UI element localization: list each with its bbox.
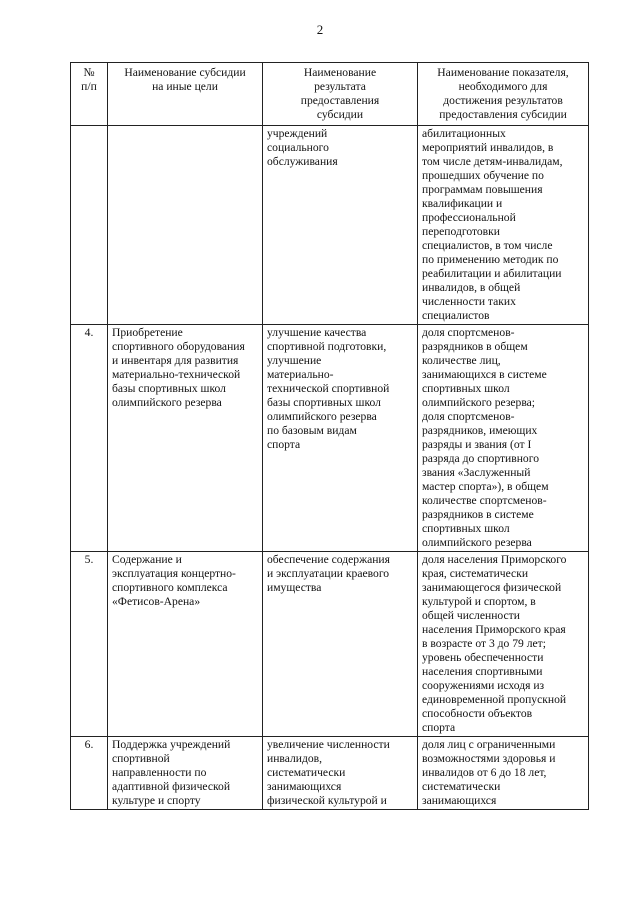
text-line: Наименование показателя, <box>437 66 569 79</box>
text-line: звания «Заслуженный <box>422 466 531 479</box>
text-line: разряды и звания (от I <box>422 438 532 451</box>
text-line: спорта <box>422 721 456 734</box>
row-result <box>263 737 418 810</box>
text-line: численности таких <box>422 295 516 308</box>
text-line: технической спортивной <box>267 382 390 395</box>
text-line: специалистов, в том числе <box>422 239 553 252</box>
row-indicator <box>418 126 589 325</box>
row-result <box>263 325 418 552</box>
header-indicator-name <box>418 63 589 126</box>
row-number <box>71 126 108 325</box>
text-line: в возрасте от 3 до 79 лет; <box>422 637 546 650</box>
row-indicator <box>418 552 589 737</box>
text-line: общей численности <box>422 609 520 622</box>
text-line: единовременной пропускной <box>422 693 567 706</box>
text-line: переподготовки <box>422 225 500 238</box>
text-line: имущества <box>267 581 322 594</box>
text-line: занимающихся <box>267 780 342 793</box>
text-line: населения спортивными <box>422 665 543 678</box>
text-line: мероприятий инвалидов, в <box>422 141 554 154</box>
row-result <box>263 552 418 737</box>
text-line: Наименование субсидии <box>124 66 246 79</box>
text-line: олимпийского резерва; <box>422 396 536 409</box>
text-line: сооружениями исходя из <box>422 679 545 692</box>
text-line: материально-технической <box>112 368 241 381</box>
text-line: доля спортсменов- <box>422 326 515 339</box>
text-line: эксплуатация концертно- <box>112 567 236 580</box>
row-number: 4. <box>71 325 108 552</box>
text-line: разрядников, имеющих <box>422 424 538 437</box>
text-line: материально- <box>267 368 334 381</box>
text-line: направленности по <box>112 766 207 779</box>
text-line: достижения результатов <box>443 94 563 107</box>
row-subsidy-name <box>108 126 263 325</box>
text-line: спортивной <box>112 752 170 765</box>
text-line: олимпийского резерва <box>112 396 222 409</box>
text-line: инвалидов, в общей <box>422 281 521 294</box>
text-line: занимающихся в системе <box>422 368 547 381</box>
text-line: способности объектов <box>422 707 533 720</box>
table-row <box>71 325 589 552</box>
text-line: по базовым видам <box>267 424 357 437</box>
text-line: инвалидов от 6 до 18 лет, <box>422 766 547 779</box>
text-line: результата <box>314 80 366 93</box>
text-line: улучшение <box>267 354 322 367</box>
text-line: количестве лиц, <box>422 354 501 367</box>
table-row <box>71 552 589 737</box>
text-line: мастер спорта»), в общем <box>422 480 549 493</box>
text-line: спортивного оборудования <box>112 340 245 353</box>
text-line: количестве спортсменов- <box>422 494 547 507</box>
text-line: на иные цели <box>152 80 218 93</box>
text-line: населения Приморского края <box>422 623 566 636</box>
text-line: базы спортивных школ <box>112 382 226 395</box>
text-line: Приобретение <box>112 326 183 339</box>
text-line: культурой и спортом, в <box>422 595 536 608</box>
row-indicator <box>418 325 589 552</box>
text-line: физической культурой и <box>267 794 387 807</box>
text-line: предоставления субсидии <box>439 108 567 121</box>
text-line: спорта <box>267 438 301 451</box>
text-line: Содержание и <box>112 553 182 566</box>
text-line: обеспечение содержания <box>267 553 390 566</box>
table-header-row <box>71 63 589 126</box>
text-line: культуре и спорту <box>112 794 201 807</box>
text-line: Наименование <box>303 66 377 79</box>
row-subsidy-name <box>108 552 263 737</box>
text-line: Поддержка учреждений <box>112 738 231 751</box>
row-subsidy-name <box>108 325 263 552</box>
text-line: предоставления <box>300 94 380 107</box>
text-line: спортивной подготовки, <box>267 340 387 353</box>
text-line: специалистов <box>422 309 490 322</box>
text-line: и эксплуатации краевого <box>267 567 390 580</box>
table-row <box>71 737 589 810</box>
text-line: адаптивной физической <box>112 780 231 793</box>
text-line: систематически <box>422 780 501 793</box>
text-line: «Фетисов-Арена» <box>112 595 201 608</box>
text-line: края, систематически <box>422 567 529 580</box>
row-number: 5. <box>71 552 108 737</box>
text-line: олимпийского резерва <box>267 410 377 423</box>
table-row <box>71 126 589 325</box>
text-line: доля лиц с ограниченными <box>422 738 556 751</box>
text-line: профессиональной <box>422 211 516 224</box>
text-line: прошедших обучение по <box>422 169 544 182</box>
text-line: разрядников в общем <box>422 340 528 353</box>
text-line: спортивных школ <box>422 522 510 535</box>
text-line: по применению методик по <box>422 253 559 266</box>
text-line: увеличение численности <box>267 738 390 751</box>
text-line: том числе детям-инвалидам, <box>422 155 563 168</box>
text-line: обслуживания <box>267 155 338 168</box>
text-line: доля населения Приморского <box>422 553 567 566</box>
text-line: п/п <box>81 80 97 93</box>
row-indicator <box>418 737 589 810</box>
subsidy-table <box>70 62 589 810</box>
header-result-name <box>263 63 418 126</box>
text-line: возможностями здоровья и <box>422 752 556 765</box>
row-result <box>263 126 418 325</box>
text-line: олимпийского резерва <box>422 536 532 549</box>
text-line: инвалидов, <box>267 752 323 765</box>
text-line: и инвентаря для развития <box>112 354 239 367</box>
text-line: субсидии <box>316 108 364 121</box>
text-line: спортивных школ <box>422 382 510 395</box>
text-line: социального <box>267 141 329 154</box>
text-line: улучшение качества <box>267 326 367 339</box>
row-subsidy-name <box>108 737 263 810</box>
text-line: спортивного комплекса <box>112 581 228 594</box>
text-line: уровень обеспеченности <box>422 651 544 664</box>
page-number: 2 <box>316 22 324 37</box>
text-line: базы спортивных школ <box>267 396 381 409</box>
text-line: разрядников в системе <box>422 508 534 521</box>
text-line: занимающихся <box>422 794 497 807</box>
header-subsidy-name <box>108 63 263 126</box>
text-line: реабилитации и абилитации <box>422 267 562 280</box>
text-line: разряда до спортивного <box>422 452 539 465</box>
text-line: занимающегося физической <box>422 581 562 594</box>
header-number <box>71 63 108 126</box>
text-line: систематически <box>267 766 346 779</box>
text-line: учреждений <box>267 127 328 140</box>
text-line: необходимого для <box>458 80 548 93</box>
text-line: квалификации и <box>422 197 503 210</box>
text-line: программам повышения <box>422 183 543 196</box>
text-line: № <box>83 66 95 79</box>
row-number: 6. <box>71 737 108 810</box>
text-line: абилитационных <box>422 127 506 140</box>
text-line: доля спортсменов- <box>422 410 515 423</box>
